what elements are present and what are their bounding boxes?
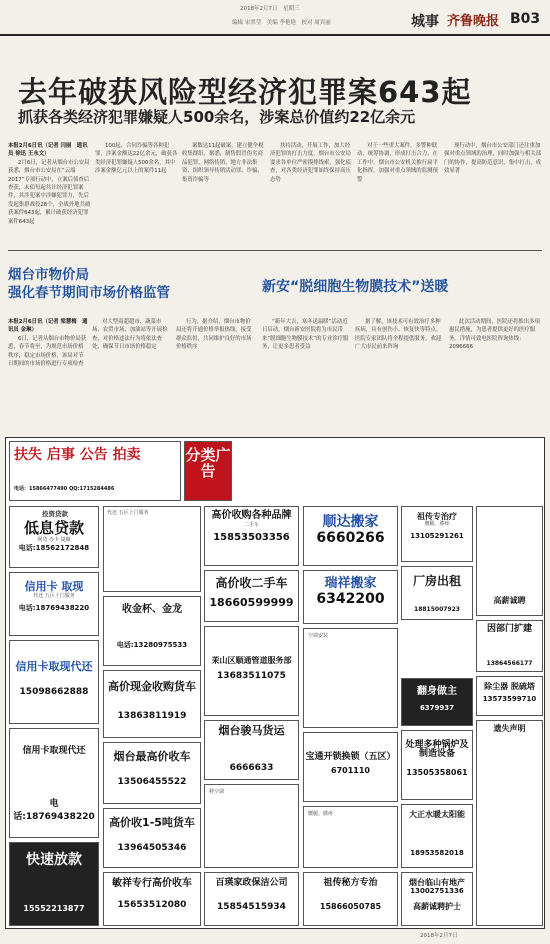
lead-subheadline: 抓获各类经济犯罪嫌疑人500余名，涉案总价值约22亿余元 (18, 108, 416, 126)
price-byline: 本报2月6日讯（记者 梁慧梅 通讯员 金琳） (8, 319, 88, 334)
ad-used-car-brands (204, 506, 299, 566)
ad-small-trucks (103, 808, 201, 868)
ad-phone: 13863811919 (117, 710, 187, 721)
ad-subtitle: 网贷 办卡 提额 (37, 536, 71, 543)
ad-phone: 6666633 (229, 762, 274, 773)
ad-phone: 6701110 (331, 766, 370, 776)
ad-phone: 18815007923 (414, 605, 460, 613)
price-story-headline (8, 266, 170, 302)
issue-date: 2018年2月7日 星期三 (240, 6, 300, 12)
ad-phone: 13002751336 (410, 887, 464, 896)
ad-title: 祖传秘方专治 (323, 878, 378, 888)
ad-cash-trucks (103, 670, 201, 738)
lead-paragraph: 2月6日，记者从烟台市公安局获悉，烟台市公安局在“云端2017”专项行动中，立案后侦查后查获，未侦每起共计经济犯罪案件，其涉犯案中涉嫌犯罪力，先后发起集群战役28个，全战外地共破获案件643起，累计破获经济犯罪案件643起 (8, 159, 91, 225)
page-number: B03 (510, 11, 541, 27)
price-paragraph: 行为，据介绍，烟台市物价局还将开通价格举报热线，接受群众监督，共同维护良好的市场价格秩序 (176, 319, 252, 351)
ad-job-listing (303, 628, 398, 728)
ad-folk-remedy (401, 506, 473, 562)
lead-paragraph: 现行动中，烟台市公安部门还注重加强对重点领域的治理，同时加强与相关部门的协作，提高防范意识，集中打击，成效显著 (444, 143, 542, 175)
ad-title: 高价收购各种品牌 (211, 510, 292, 521)
ad-credit-card (9, 572, 99, 636)
ad-phone: 电话:18769438220 (18, 603, 90, 612)
ad-title: 高价现金收购货车 (108, 680, 196, 693)
ad-phone: 15854515934 (217, 902, 286, 913)
ad-title: 厂房出租 (412, 574, 461, 588)
ad-title: 烟台临山有地产 (409, 878, 465, 887)
ad-title: 高薪诚聘护士 (413, 902, 461, 912)
ad-phone: 电话:18562172848 (18, 543, 90, 552)
ad-credit-card-3 (9, 728, 99, 838)
ads-hotline: 电话：15866477490 QQ:1715284486 (14, 486, 115, 492)
ad-title: 高薪诚聘 (493, 596, 526, 605)
ad-secret-recipe (303, 872, 398, 926)
ad-phone: 18953582018 (410, 849, 464, 858)
ad-fast-loan (9, 842, 99, 926)
ad-junma-freight (204, 720, 299, 780)
ad-title: 祖传专治疗 (417, 512, 457, 521)
ad-shunda-moving (303, 506, 398, 566)
ad-title: 烟台最高价收车 (113, 750, 191, 763)
ad-boiler (401, 730, 473, 800)
ad-phone: 13506455522 (117, 776, 187, 787)
ad-moving-service (204, 784, 299, 868)
ad-expansion (476, 620, 543, 672)
section-name: 城事 (411, 14, 439, 30)
ad-minsiang-cars (103, 872, 201, 926)
ad-title: 收金杯、金龙 (122, 604, 182, 615)
category-banner-text: 分类广告 (185, 446, 231, 480)
lead-paragraph: 扶持活动，开展工作，加大经济犯罪的打击力度。烟台市公安局要求各单位严密摸排线索，强化侦查，对各类经济犯罪始终保持高压态势 (270, 143, 351, 183)
health-column-3 (449, 318, 542, 426)
ad-title: 百瑛家政保洁公司 (215, 878, 288, 888)
lead-column-6 (444, 142, 544, 246)
ad-title: 低息贷款 (23, 519, 84, 537)
ad-category-label: 投资贷款 (42, 510, 68, 518)
lead-column-5 (357, 142, 441, 246)
ad-subtitle: 代还 五区上门服务 (33, 592, 75, 599)
ad-title: 除尘器 脱硫塔 (484, 682, 535, 691)
lead-column-1 (8, 142, 92, 246)
ad-title: 信用卡取现代还 (22, 746, 86, 756)
newspaper-brand-logo: 齐鲁晚报 (447, 14, 500, 29)
ad-solar (401, 804, 473, 868)
ad-subtitle: 移空调 (209, 789, 225, 795)
staff-credits: 编辑 宋翠莹 美编 李艳艳 校对 周宾丽 (232, 20, 331, 26)
ad-phone: 6342200 (316, 590, 385, 607)
ad-title: 茉山区顺通管道服务部 (211, 656, 292, 665)
ad-title: 快速放款 (26, 852, 82, 868)
ad-title: 宝通开锁换锁（五区） (305, 752, 396, 762)
lead-paragraph: 案数达11起破案，建立健全税收集群组，据悉，制售假冒伪劣商品犯罪、网络传销、地方非法集资、组织领导传销活动罪、诈骗、集资诈骗等 (182, 143, 264, 183)
ad-loan (9, 506, 99, 568)
ad-lock-service (303, 732, 398, 802)
ad-buy-vans (103, 596, 201, 666)
lead-column-3 (182, 142, 266, 246)
lead-column-4 (270, 142, 354, 246)
ad-phone: 18660599999 (209, 595, 294, 609)
ad-title: 信用卡 取现 (24, 580, 84, 593)
ad-title: 敏祥专行高价收车 (112, 878, 192, 889)
ad-highest-price-cars (103, 742, 201, 804)
ad-title: 翻身做主 (417, 686, 457, 697)
ad-title: 遗失声明 (493, 724, 526, 733)
ad-used-car-high (204, 570, 299, 622)
price-column-3 (176, 318, 254, 426)
ad-subtitle: 二手车 (243, 521, 259, 528)
ad-phone: 15853503356 (213, 531, 290, 543)
ad-phone: 电话:13280975533 (116, 640, 188, 649)
ad-subtitle: 代还 五区上门服务 (107, 510, 149, 516)
price-paragraph: 6日，记者从烟台市物价局获悉，春节将至，为规范市场价格秩序，稳定市场价格，该局对节日期间的市场价格进行专项检查 (8, 335, 87, 368)
ad-title: 瑞祥搬家 (324, 576, 377, 591)
ad-phone: 15653512080 (117, 899, 187, 910)
ads-banner-title: 扶失 启事 公告 拍卖 (14, 447, 141, 463)
health-story-headline: 新安“脱细胞生物膜技术”送暖 (262, 279, 449, 295)
price-column-1 (8, 318, 88, 426)
price-headline-line2: 强化春节期间市场价格监管 (8, 285, 170, 301)
category-banner (184, 441, 232, 501)
ad-title: 因部门扩建 (486, 624, 532, 634)
price-paragraph: 对大型商超超市、蔬菜市场、农贸市场、加油站等开展检查，对价格违法行为将依法查处，确保节日市场价格稳定 (92, 319, 168, 351)
ad-factory-rent (401, 566, 473, 620)
ad-lost-notices (476, 720, 543, 926)
ad-nurse-recruit (401, 872, 473, 926)
lead-paragraph: 对于一些重大案件，多警种联动，统筹协调，形成打击合力。在工作中，烟台市公安机关推行扁平化指挥，加强对重点领域的监测预警 (357, 143, 438, 183)
ad-recruit (476, 506, 543, 616)
health-column-1 (262, 318, 350, 426)
ad-subtitle: 腰腿、膝疼 (308, 811, 334, 817)
ad-title: 大正水暖太阳能 (409, 810, 465, 819)
ad-phone: 15098662888 (19, 686, 89, 697)
section-divider (8, 250, 542, 251)
lead-byline: 本报2月6日讯（记者 闫丽 通讯员 徐迅 王永文） (8, 143, 88, 158)
ad-ruixiang-moving (303, 570, 398, 624)
ad-phone: 13864566177 (486, 660, 533, 668)
price-column-2 (92, 318, 172, 426)
ad-cleaning-company (204, 872, 299, 926)
ad-credit-card-2 (9, 640, 99, 724)
health-paragraph: 据了解，该技术可有效治疗多种疾病，具有创伤小、恢复快等特点。医院专家团队将全程提供服务，欢迎广大市民前来咨询 (355, 319, 442, 351)
ad-title: 顺达搬家 (322, 514, 379, 530)
ad-master (401, 678, 473, 726)
price-headline-line1: 烟台市物价局 (8, 267, 89, 283)
ad-phone: 13505358061 (406, 767, 468, 777)
ad-medical (303, 806, 398, 868)
ads-banner (9, 441, 181, 501)
ad-title: 处理多种锅炉及制造设备 (405, 740, 469, 760)
ad-phone: 6660266 (316, 529, 385, 546)
page-footer-date: 2018年2月7日 (420, 933, 458, 939)
lead-paragraph: 100起，合同诈骗等各种犯罪，涉案金额达22亿余元，破获各类经济犯罪嫌疑人500余名，其中涉案金额亿元以上的案件11起 (95, 143, 178, 175)
ad-phone: 15866050785 (319, 902, 382, 912)
health-paragraph: 此次活动期间，医院还将推出多项惠民措施，为患者提供更好的医疗服务。详情可致电医院咨询热线：2096666 (449, 319, 540, 351)
header-divider (0, 34, 550, 36)
ad-phone: 15552213877 (23, 903, 85, 913)
health-column-2 (355, 318, 445, 426)
ad-phone: 13105291261 (410, 531, 464, 540)
lead-column-2 (95, 142, 179, 246)
ad-phone: 6379937 (419, 703, 455, 712)
ad-phone: 13573599710 (482, 695, 537, 704)
ad-subtitle: 腰腿、膝疼 (424, 521, 450, 528)
health-paragraph: “新年大吉，寒冬送温暖”活动近日启动。烟台新安医院将为市民带来“脱细胞生物膜技术”的专业诊疗服务，让更多患者受益 (262, 319, 349, 351)
ad-phone: 13683511075 (217, 671, 286, 682)
ad-car-service (103, 506, 201, 592)
ad-subtitle: 空调安装 (308, 633, 329, 639)
ad-title: 烟台骏马货运 (218, 724, 285, 737)
ad-phone: 13964505346 (117, 842, 187, 853)
ad-title: 高价收二手车 (215, 576, 288, 590)
ad-phone: 电话:18769438220 (13, 799, 95, 823)
lead-headline: 去年破获风险型经济犯罪案643起 (18, 75, 472, 109)
classified-ads-section (5, 437, 545, 929)
ad-dust-collector (476, 676, 543, 716)
ad-title: 高价收1-5吨货车 (109, 816, 195, 829)
ad-title: 信用卡取现代还 (15, 660, 93, 673)
ad-pipe-service (204, 626, 299, 716)
